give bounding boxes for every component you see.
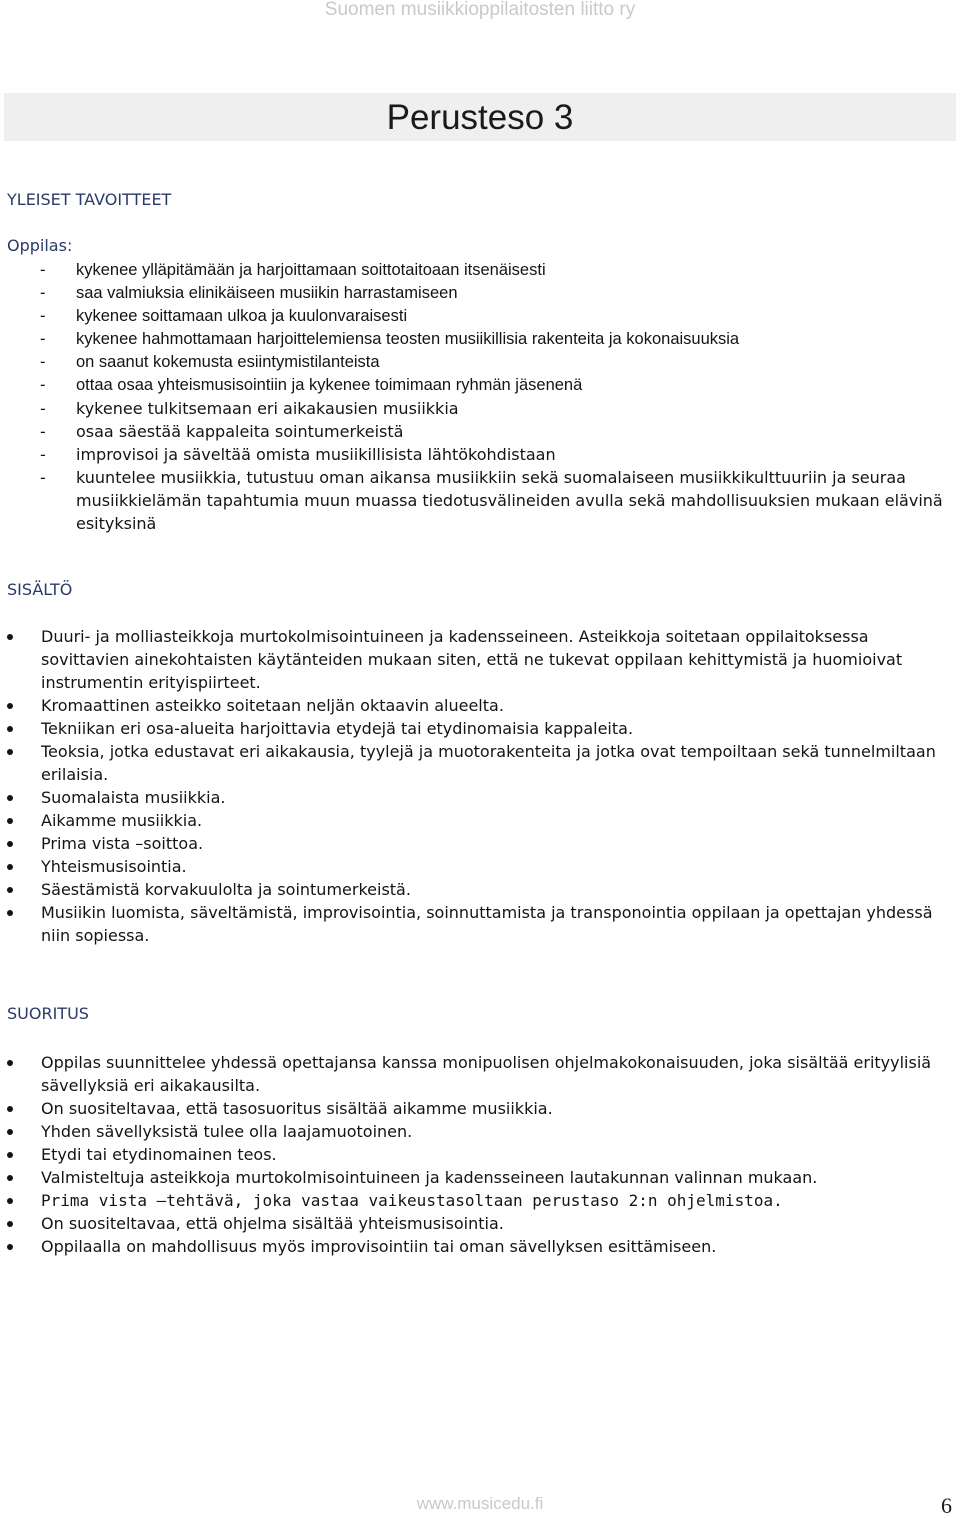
list-item xyxy=(0,1189,950,1212)
list-item xyxy=(0,901,950,947)
list-item xyxy=(0,1097,950,1120)
list-item xyxy=(0,832,950,855)
bullet-icon xyxy=(7,1129,13,1135)
list-item-text: Kromaattinen asteikko soitetaan neljän oktaavin alueelta. xyxy=(41,696,504,715)
list-item-text: saa valmiuksia elinikäiseen musiikin harrastamiseen xyxy=(76,284,458,302)
list-item-text: improvisoi ja säveltää omista musiikillisista lähtökohdistaan xyxy=(76,445,556,464)
list-item xyxy=(0,786,950,809)
bullet-icon xyxy=(7,1244,13,1250)
list-item xyxy=(0,625,950,694)
list-item-text: Prima vista –soittoa. xyxy=(41,834,204,853)
list-item-text: kuuntelee musiikkia, tutustuu oman aikansa musiikkiin sekä suomalaiseen musiikkikulttuuriin ja seuraa musiikkielämän tapahtumia muun muassa tiedotusvälineiden avulla sekä mahdollisuuksien mukaan elävinä esityksinä xyxy=(76,468,943,533)
list-item-text: kykenee soittamaan ulkoa ja kuulonvaraisesti xyxy=(76,307,408,325)
list-item-text: kykenee tulkitsemaan eri aikakausien musiikkia xyxy=(76,399,459,418)
list-item-text: Säestämistä korvakuulolta ja sointumerkeistä. xyxy=(41,880,411,899)
list-item-text: Yhteismusisointia. xyxy=(41,857,187,876)
list-item-text: Oppilaalla on mahdollisuus myös improvisointiin tai oman sävellyksen esittämiseen. xyxy=(41,1237,717,1256)
bullet-icon xyxy=(7,703,13,709)
list-item-text: Tekniikan eri osa-alueita harjoittavia etydejä tai etydinomaisia kappaleita. xyxy=(41,719,634,738)
list-item xyxy=(0,1120,950,1143)
list-item-text: Prima vista –tehtävä, joka vastaa vaikeustasoltaan perustaso 2:n ohjelmistoa. xyxy=(41,1191,783,1210)
list-item: - kykenee ylläpitämään ja harjoittamaan soittotaitoaan itsenäisesti xyxy=(40,261,546,279)
list-item-text: Aikamme musiikkia. xyxy=(41,811,203,830)
performance-list xyxy=(0,1051,950,1258)
bullet-icon xyxy=(7,841,13,847)
list-item xyxy=(0,1143,950,1166)
bullet-icon xyxy=(7,1221,13,1227)
list-item-text: On suositeltavaa, että ohjelma sisältää yhteismusisointia. xyxy=(41,1214,504,1233)
list-item: - improvisoi ja säveltää omista musiikillisista lähtökohdistaan xyxy=(40,445,556,464)
bullet-icon xyxy=(7,795,13,801)
list-item-text: kykenee hahmottamaan harjoittelemiensa teosten musiikillisia rakenteita ja kokonaisuuksia xyxy=(76,330,740,348)
list-item xyxy=(0,1235,950,1258)
list-item: - saa valmiuksia elinikäiseen musiikin harrastamiseen xyxy=(40,284,458,302)
bullet-icon xyxy=(7,634,13,640)
list-item-text: Yhden sävellyksistä tulee olla laajamuotoinen. xyxy=(41,1122,413,1141)
list-item: - on saanut kokemusta esiintymistilanteista xyxy=(40,353,380,371)
list-item: - osaa säestää kappaleita sointumerkeistä xyxy=(40,422,404,441)
bullet-icon xyxy=(7,1060,13,1066)
goals-list xyxy=(0,259,950,535)
goals-intro: Oppilas: xyxy=(7,236,73,255)
list-item-text: osaa säestää kappaleita sointumerkeistä xyxy=(76,422,404,441)
list-item xyxy=(0,717,950,740)
bullet-icon xyxy=(7,887,13,893)
list-item-text: ottaa osaa yhteismusisointiin ja kykenee toimimaan ryhmän jäsenenä xyxy=(76,376,583,394)
bullet-icon xyxy=(7,818,13,824)
list-item-text: Duuri- ja molliasteikkoja murtokolmisointuineen ja kadensseineen. Asteikkoja soitetaan oppilaitoksessa sovittavien ainekohtaisten käytänteiden mukaan siten, että ne tukevat oppilaan kehittymistä ja huomioivat instrumentin erityispiirteet. xyxy=(41,627,903,692)
list-item xyxy=(0,1166,950,1189)
list-item-text: On suositeltavaa, että tasosuoritus sisältää aikamme musiikkia. xyxy=(41,1099,553,1118)
bullet-icon xyxy=(7,1198,13,1204)
list-item xyxy=(0,740,950,786)
list-item: - kykenee soittamaan ulkoa ja kuulonvaraisesti xyxy=(40,307,408,325)
list-item-text: on saanut kokemusta esiintymistilanteista xyxy=(76,353,380,371)
list-item: - kykenee hahmottamaan harjoittelemiensa teosten musiikillisia rakenteita ja kokonaisuuksia xyxy=(40,330,740,348)
bullet-icon xyxy=(7,910,13,916)
list-item: - kykenee tulkitsemaan eri aikakausien musiikkia xyxy=(40,399,459,418)
bullet-icon xyxy=(7,1175,13,1181)
list-item xyxy=(0,878,950,901)
bullet-icon xyxy=(7,864,13,870)
content-heading: SISÄLTÖ xyxy=(7,580,73,599)
page-number: 6 xyxy=(941,1493,952,1518)
list-item-text: Oppilas suunnittelee yhdessä opettajansa kanssa monipuolisen ohjelmakokonaisuuden, joka sisältää erityylisiä sävellyksiä eri aikakausilta. xyxy=(41,1053,932,1095)
list-item xyxy=(0,855,950,878)
content-list xyxy=(0,625,950,947)
header-organization: Suomen musiikkioppilaitosten liitto ry xyxy=(324,0,636,20)
list-item-text: Teoksia, jotka edustavat eri aikakausia, tyylejä ja muotorakenteita ja jotka ovat tempoiltaan sekä tunnelmiltaan erilaisia. xyxy=(41,742,936,784)
bullet-icon xyxy=(7,1106,13,1112)
list-item xyxy=(0,809,950,832)
footer-url: www.musicedu.fi xyxy=(416,1494,544,1513)
list-item-text: Etydi tai etydinomainen teos. xyxy=(41,1145,277,1164)
bullet-icon xyxy=(7,726,13,732)
list-item: - ottaa osaa yhteismusisointiin ja kykenee toimimaan ryhmän jäsenenä xyxy=(40,376,583,394)
list-item xyxy=(0,1051,950,1097)
goals-heading: YLEISET TAVOITTEET xyxy=(7,190,172,209)
list-item xyxy=(0,694,950,717)
page-title: Perusteso 3 xyxy=(386,98,574,137)
list-item: - kuuntelee musiikkia, tutustuu oman aikansa musiikkiin sekä suomalaiseen musiikkikulttuuriin ja seuraa musiikkielämän tapahtumia muun muassa tiedotusvälineiden avulla sekä mahdollisuuksien mukaan elävinä esityksinä xyxy=(40,468,943,533)
bullet-icon xyxy=(7,749,13,755)
bullet-icon xyxy=(7,1152,13,1158)
list-item xyxy=(0,1212,950,1235)
list-item-text: Valmisteltuja asteikkoja murtokolmisointuineen ja kadensseineen lautakunnan valinnan mukaan. xyxy=(41,1168,818,1187)
list-item-text: Musiikin luomista, säveltämistä, improvisointia, soinnuttamista ja transponointia oppilaan ja opettajan yhdessä niin sopiessa. xyxy=(41,903,933,945)
list-item-text: Suomalaista musiikkia. xyxy=(41,788,226,807)
list-item-text: kykenee ylläpitämään ja harjoittamaan soittotaitoaan itsenäisesti xyxy=(76,261,546,279)
performance-heading: SUORITUS xyxy=(7,1004,89,1023)
